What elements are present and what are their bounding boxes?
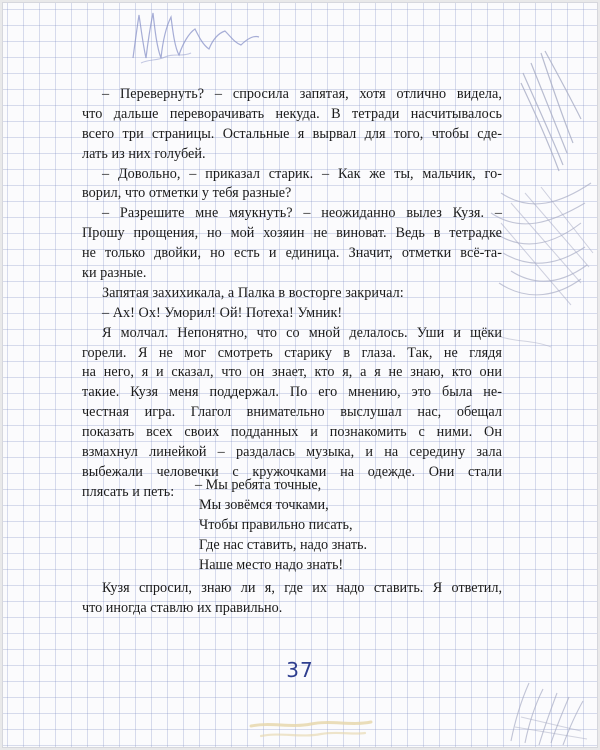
crayon-scribble-bottom [241, 708, 381, 747]
poem-line: Чтобы правильно писать, [199, 516, 353, 533]
text-line: показать всех своих подданных и познакомить с ними. Он [82, 424, 502, 441]
poem-line: Мы зовёмся точками, [199, 496, 329, 513]
poem-line: Где нас ставить, надо знать. [199, 536, 368, 553]
text-line: – Ах! Ох! Уморил! Ой! Потеха! Умник! [102, 304, 343, 321]
text-line: – Довольно, – приказал старик. – Как же ты, мальчик, го- [102, 165, 502, 182]
pencil-scribble-top-left [113, 3, 333, 83]
story-text [82, 85, 502, 503]
paragraph [82, 165, 502, 205]
paragraph [82, 204, 502, 284]
page-number: 37 [286, 658, 314, 682]
poem-line: Наше место надо знать! [199, 556, 344, 573]
text-line: что иногда ставлю их правильно. [82, 599, 283, 616]
text-line: – Разрешите мне мяукнуть? – неожиданно вылез Кузя. – [102, 205, 502, 222]
text-line: взмахнул линейкой – раздалась музыка, и на середину зала [82, 444, 502, 461]
text-line: ки разные. [82, 265, 147, 282]
pencil-scribble-bottom-right [491, 631, 597, 747]
text-line: такие. Кузя меня поддержал. По его мнению, это была не- [82, 384, 502, 401]
text-line: Прошу прощения, но мой хозяин не виноват. Ведь в тетрадке [82, 225, 502, 242]
text-line: на него, я и сказал, что он знает, кто я, а я не знаю, кто они [82, 364, 502, 381]
text-line: что дальше переворачивать некуда. В тетради насчитывалось [82, 105, 502, 122]
notebook-page [3, 3, 597, 747]
closing-paragraph [82, 578, 502, 618]
text-line: честная игра. Глагол внимательно выслушал нас, обещал [82, 404, 502, 421]
paragraph [82, 85, 502, 165]
paragraph [82, 304, 502, 324]
text-line: Запятая захихикала, а Палка в восторге закричал: [102, 284, 404, 301]
text-line: – Перевернуть? – спросила запятая, хотя отлично видела, [102, 86, 502, 102]
text-line: Я молчал. Непонятно, что со мной делалось. Уши и щёки [102, 324, 502, 341]
text-line: не только двойки, но есть и единица. Значит, отметки всё-та- [82, 245, 502, 262]
text-line: всего три страницы. Остальные я вырвал для того, чтобы сде- [82, 125, 502, 142]
text-line: Кузя спросил, знаю ли я, где их надо ставить. Я ответил, [102, 580, 502, 596]
text-line: ворил, что отметки у тебя разные? [82, 185, 292, 202]
poem [195, 475, 368, 574]
text-line: плясать и петь: [82, 483, 175, 500]
text-line: выбежали человечки с кружочками на одежде. Они стали [82, 463, 502, 480]
poem-line: – Мы ребята точные, [195, 477, 322, 493]
paragraph [82, 284, 502, 304]
text-line: лать из них голубей. [82, 145, 206, 162]
text-line: горели. Я не мог смотреть старику в глаза. Так, не глядя [82, 344, 502, 361]
